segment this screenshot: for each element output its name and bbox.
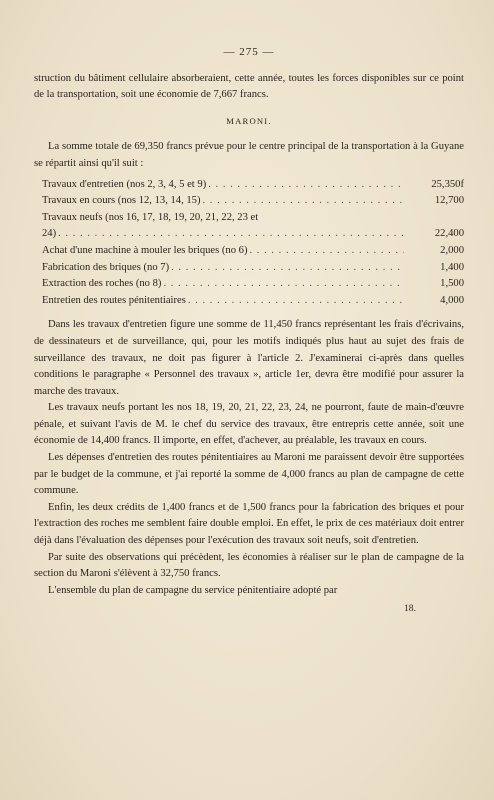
section-heading: MARONI.	[226, 115, 272, 126]
signature-mark: 18.	[404, 603, 416, 615]
paragraph-6: Par suite des observations qui précèdent, les économies à réaliser sur le plan de campagne de la section du Maroni s'élèvent à 32,750 francs.	[34, 551, 464, 580]
expense-item	[42, 210, 464, 227]
expense-item	[42, 293, 464, 310]
expense-item	[42, 226, 464, 243]
paragraph-2: Dans les travaux d'entretien figure une somme de 11,450 francs représentant les frais d'écrivains, de dessinateurs et de surveillance, qui, pour les motifs indiqués plus haut au sujet des frais de surveillance des travaux, ne doit pas figurer à l'article 2. J'examinerai ci-après dans quelles conditions le paragraphe « Personnel des travaux », article 1er, devra être modifié pour assurer la marche des travaux.	[34, 319, 464, 397]
expense-amount: 4,000	[440, 294, 464, 306]
paragraph-4: Les dépenses d'entretien des routes pénitentiaires au Maroni me paraissent devoir être supportées par le budget de la commune, et j'ai reporté la somme de 4,000 francs au plan de campagne de cette commune.	[34, 452, 464, 497]
expense-label: Achat d'une machine à mouler les briques (no 6)	[42, 244, 248, 256]
expense-item	[42, 193, 464, 210]
expense-item	[42, 260, 464, 277]
expense-label: Extraction des roches (no 8)	[42, 278, 162, 290]
leader-dots	[203, 193, 405, 210]
leader-dots	[163, 276, 404, 293]
expense-label: Travaux d'entretien (nos 2, 3, 4, 5 et 9)	[42, 178, 207, 190]
expense-label: Travaux neufs (nos 16, 17, 18, 19, 20, 21, 22, 23 et	[42, 211, 259, 223]
expense-item	[42, 276, 464, 293]
expense-amount: 25,350f	[431, 178, 464, 190]
expense-label: Travaux en cours (nos 12, 13, 14, 15)	[42, 195, 201, 207]
expense-item	[42, 177, 464, 194]
intro-paragraph: struction du bâtiment cellulaire absorberaient, cette année, toutes les forces disponibles sur ce point de la transportation, soit une économie de 7,667 francs.	[34, 72, 464, 101]
paragraph-3: Les travaux neufs portant les nos 18, 19, 20, 21, 22, 23, 24, ne pourront, faute de main-d'œuvre pénale, et suivant l'avis de M. le chef du service des travaux, être entrepris cette année, soit une économie de 14,400 francs. Il importe, en effet, d'achever, au préalable, les travaux en cours.	[34, 402, 464, 447]
leader-dots	[58, 226, 404, 243]
paragraph-1: La somme totale de 69,350 francs prévue pour le centre principal de la transportation à la Guyane se répartit ainsi qu'il suit :	[34, 141, 464, 169]
expense-amount: 1,400	[440, 261, 464, 273]
expense-list	[34, 177, 464, 310]
leader-dots	[249, 243, 404, 260]
expense-amount: 12,700	[434, 195, 464, 207]
page-number: — 275 —	[223, 46, 275, 58]
expense-amount: 1,500	[440, 278, 464, 290]
expense-item	[42, 243, 464, 260]
expense-label: Fabrication des briques (no 7)	[42, 261, 170, 273]
paragraph-5: Enfin, les deux crédits de 1,400 francs et de 1,500 francs pour la fabrication des briques et pour l'extraction des roches me semblent faire double emploi. En effet, le prix de ces matériaux doit entrer déjà dans l'évaluation des dépenses pour l'exécution des travaux soit neufs, soit d'entretien.	[34, 501, 464, 547]
expense-label: 24)	[42, 228, 57, 240]
page-content	[34, 44, 464, 618]
leader-dots	[188, 293, 404, 310]
expense-amount: 2,000	[440, 244, 464, 256]
expense-label: Entretien des routes pénitentiaires	[42, 294, 186, 306]
expense-amount: 22,400	[434, 228, 464, 240]
paragraph-7: L'ensemble du plan de campagne du service pénitentiaire adopté par	[48, 584, 338, 596]
leader-dots	[171, 260, 404, 277]
leader-dots	[208, 177, 404, 194]
